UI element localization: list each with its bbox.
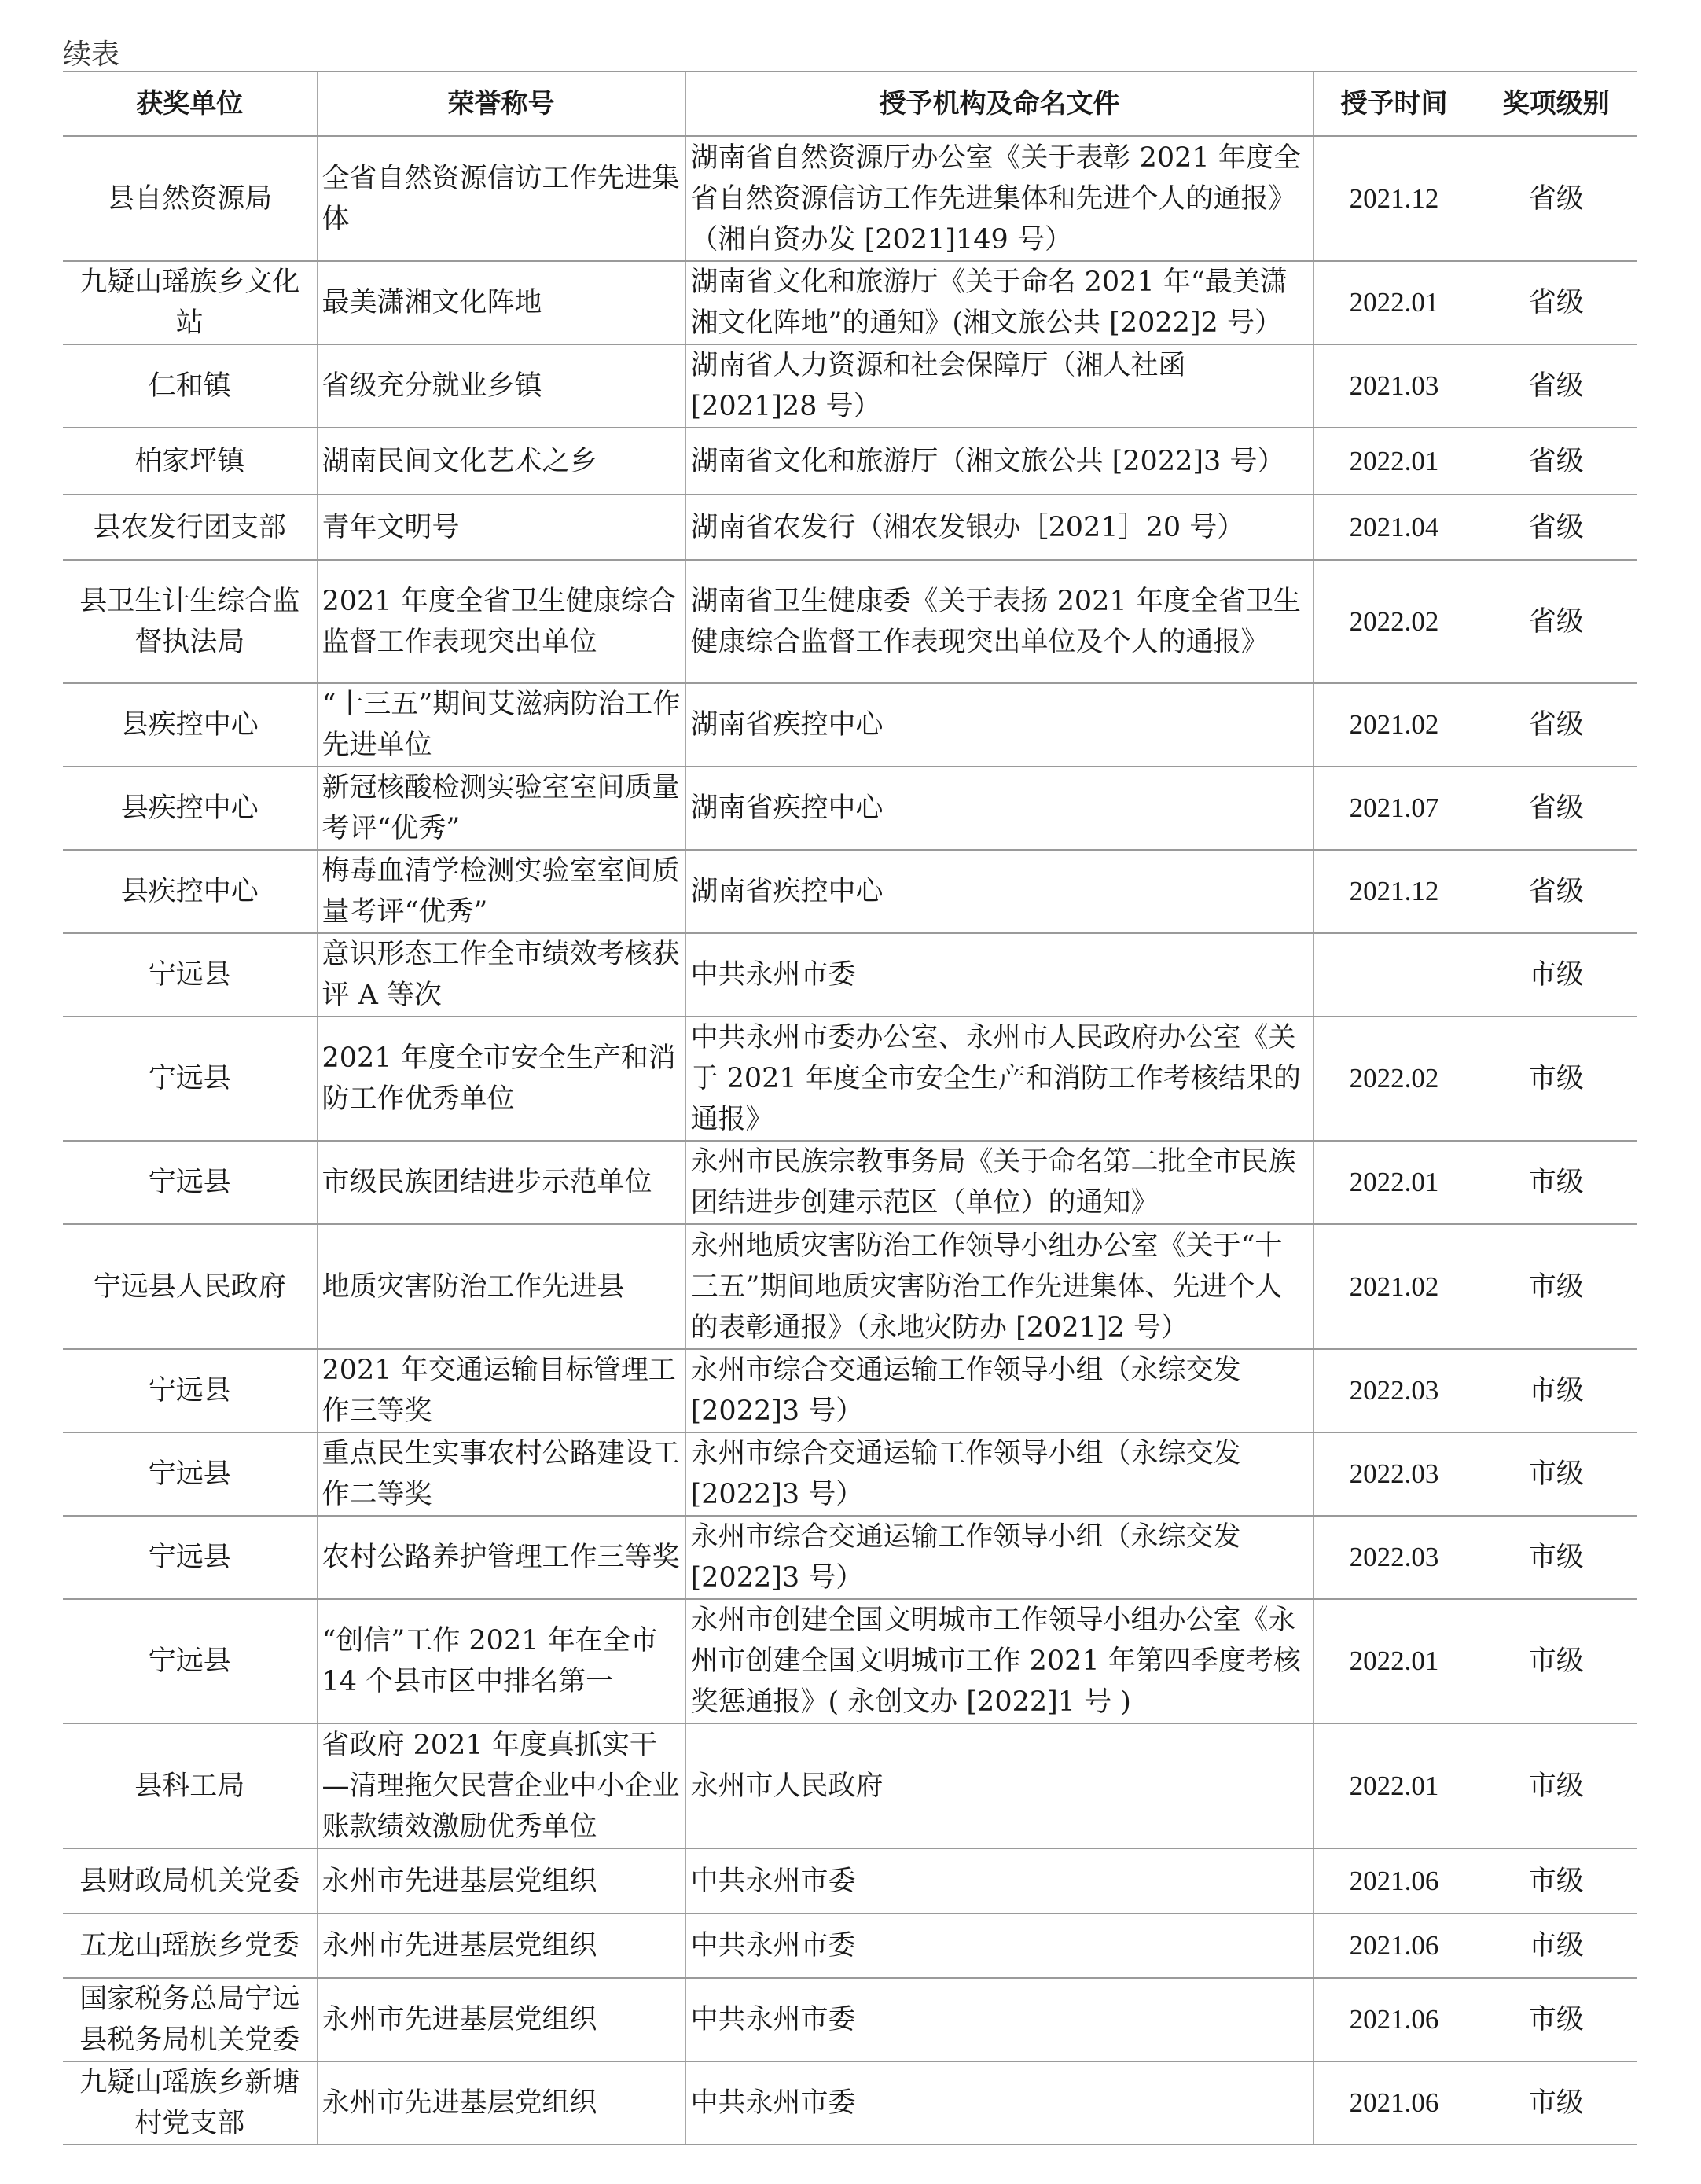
table-row [63, 683, 1637, 767]
award-level-cell: 市级 [1475, 933, 1637, 1017]
granting-org-cell: 湖南省疾控中心 [685, 767, 1313, 850]
award-unit-cell: 宁远县 [63, 1432, 317, 1516]
award-unit-cell: 宁远县人民政府 [63, 1224, 317, 1349]
honor-title-cell: 永州市先进基层党组织 [317, 1978, 685, 2061]
honor-title-cell: 地质灾害防治工作先进县 [317, 1224, 685, 1349]
honor-title-cell: 市级民族团结进步示范单位 [317, 1141, 685, 1224]
award-unit-cell: 国家税务总局宁远县税务局机关党委 [63, 1978, 317, 2061]
award-level-cell: 市级 [1475, 1516, 1637, 1599]
award-unit-cell: 县科工局 [63, 1723, 317, 1848]
header-award-level: 奖项级别 [1475, 72, 1637, 136]
award-level-cell: 省级 [1475, 428, 1637, 495]
table-row [63, 495, 1637, 560]
header-honor-title: 荣誉称号 [317, 72, 685, 136]
grant-date-cell: 2022.01 [1313, 428, 1475, 495]
grant-date-cell [1313, 933, 1475, 1017]
award-unit-cell: 九疑山瑶族乡文化站 [63, 261, 317, 344]
award-level-cell: 省级 [1475, 136, 1637, 261]
honor-title-cell: 新冠核酸检测实验室室间质量考评“优秀” [317, 767, 685, 850]
award-level-cell: 市级 [1475, 1848, 1637, 1914]
granting-org-cell: 湖南省文化和旅游厅（湘文旅公共 [2022]3 号） [685, 428, 1313, 495]
table-row [63, 1349, 1637, 1432]
award-level-cell: 市级 [1475, 1349, 1637, 1432]
grant-date-cell: 2021.07 [1313, 767, 1475, 850]
granting-org-cell: 永州市人民政府 [685, 1723, 1313, 1848]
table-row [63, 1432, 1637, 1516]
honor-title-cell: 2021 年度全省卫生健康综合监督工作表现突出单位 [317, 560, 685, 683]
honor-title-cell: 农村公路养护管理工作三等奖 [317, 1516, 685, 1599]
awards-table [63, 71, 1637, 2145]
award-unit-cell: 宁远县 [63, 1516, 317, 1599]
award-unit-cell: 宁远县 [63, 1599, 317, 1723]
award-unit-cell: 柏家坪镇 [63, 428, 317, 495]
granting-org-cell: 永州市民族宗教事务局《关于命名第二批全市民族团结进步创建示范区（单位）的通知》 [685, 1141, 1313, 1224]
table-row [63, 850, 1637, 933]
table-row [63, 1978, 1637, 2061]
award-level-cell: 市级 [1475, 1599, 1637, 1723]
award-level-cell: 省级 [1475, 560, 1637, 683]
grant-date-cell: 2021.12 [1313, 850, 1475, 933]
award-unit-cell: 宁远县 [63, 1141, 317, 1224]
table-row [63, 136, 1637, 261]
table-row [63, 1848, 1637, 1914]
table-row [63, 261, 1637, 344]
table-row [63, 344, 1637, 428]
table-row [63, 560, 1637, 683]
grant-date-cell: 2022.01 [1313, 1599, 1475, 1723]
honor-title-cell: “创信”工作 2021 年在全市 14 个县市区中排名第一 [317, 1599, 685, 1723]
table-row [63, 1914, 1637, 1978]
table-row [63, 1141, 1637, 1224]
table-row [63, 1017, 1637, 1141]
award-unit-cell: 县自然资源局 [63, 136, 317, 261]
award-unit-cell: 县财政局机关党委 [63, 1848, 317, 1914]
honor-title-cell: 永州市先进基层党组织 [317, 2061, 685, 2145]
honor-title-cell: 全省自然资源信访工作先进集体 [317, 136, 685, 261]
award-unit-cell: 仁和镇 [63, 344, 317, 428]
award-level-cell: 市级 [1475, 1978, 1637, 2061]
award-unit-cell: 县农发行团支部 [63, 495, 317, 560]
table-row [63, 767, 1637, 850]
granting-org-cell: 湖南省人力资源和社会保障厅（湘人社函 [2021]28 号） [685, 344, 1313, 428]
honor-title-cell: 最美潇湘文化阵地 [317, 261, 685, 344]
award-level-cell: 市级 [1475, 1723, 1637, 1848]
grant-date-cell: 2022.03 [1313, 1516, 1475, 1599]
grant-date-cell: 2021.02 [1313, 683, 1475, 767]
grant-date-cell: 2022.02 [1313, 560, 1475, 683]
honor-title-cell: 2021 年交通运输目标管理工作三等奖 [317, 1349, 685, 1432]
award-level-cell: 省级 [1475, 344, 1637, 428]
award-level-cell: 省级 [1475, 495, 1637, 560]
table-row [63, 1723, 1637, 1848]
grant-date-cell: 2021.06 [1313, 1978, 1475, 2061]
granting-org-cell: 湖南省农发行（湘农发银办［2021］20 号） [685, 495, 1313, 560]
header-award-unit: 获奖单位 [63, 72, 317, 136]
award-unit-cell: 五龙山瑶族乡党委 [63, 1914, 317, 1978]
granting-org-cell: 湖南省疾控中心 [685, 683, 1313, 767]
granting-org-cell: 永州市综合交通运输工作领导小组（永综交发 [2022]3 号） [685, 1349, 1313, 1432]
grant-date-cell: 2022.01 [1313, 261, 1475, 344]
table-row [63, 1224, 1637, 1349]
honor-title-cell: 永州市先进基层党组织 [317, 1914, 685, 1978]
table-row [63, 428, 1637, 495]
award-level-cell: 省级 [1475, 683, 1637, 767]
award-unit-cell: 宁远县 [63, 1349, 317, 1432]
award-level-cell: 市级 [1475, 1141, 1637, 1224]
granting-org-cell: 永州市创建全国文明城市工作领导小组办公室《永州市创建全国文明城市工作 2021 年第四季度考核奖惩通报》( 永创文办 [2022]1 号 ) [685, 1599, 1313, 1723]
table-header-row [63, 72, 1637, 136]
granting-org-cell: 中共永州市委办公室、永州市人民政府办公室《关于 2021 年度全市安全生产和消防工作考核结果的通报》 [685, 1017, 1313, 1141]
honor-title-cell: 重点民生实事农村公路建设工作二等奖 [317, 1432, 685, 1516]
grant-date-cell: 2021.04 [1313, 495, 1475, 560]
honor-title-cell: 梅毒血清学检测实验室室间质量考评“优秀” [317, 850, 685, 933]
grant-date-cell: 2022.01 [1313, 1723, 1475, 1848]
table-caption: 续表 [63, 39, 120, 71]
table-body [63, 136, 1637, 2145]
award-unit-cell: 县疾控中心 [63, 850, 317, 933]
grant-date-cell: 2021.03 [1313, 344, 1475, 428]
honor-title-cell: 永州市先进基层党组织 [317, 1848, 685, 1914]
grant-date-cell: 2022.01 [1313, 1141, 1475, 1224]
award-unit-cell: 县疾控中心 [63, 767, 317, 850]
granting-org-cell: 湖南省自然资源厅办公室《关于表彰 2021 年度全省自然资源信访工作先进集体和先进个人的通报》（湘自资办发 [2021]149 号） [685, 136, 1313, 261]
granting-org-cell: 湖南省文化和旅游厅《关于命名 2021 年“最美潇湘文化阵地”的通知》(湘文旅公共 [2022]2 号） [685, 261, 1313, 344]
award-level-cell: 市级 [1475, 2061, 1637, 2145]
award-unit-cell: 县疾控中心 [63, 683, 317, 767]
granting-org-cell: 永州地质灾害防治工作领导小组办公室《关于“十三五”期间地质灾害防治工作先进集体、先进个人的表彰通报》（永地灾防办 [2021]2 号） [685, 1224, 1313, 1349]
grant-date-cell: 2021.06 [1313, 1914, 1475, 1978]
header-grant-date: 授予时间 [1313, 72, 1475, 136]
granting-org-cell: 湖南省卫生健康委《关于表扬 2021 年度全省卫生健康综合监督工作表现突出单位及个人的通报》 [685, 560, 1313, 683]
granting-org-cell: 中共永州市委 [685, 1848, 1313, 1914]
award-level-cell: 省级 [1475, 850, 1637, 933]
table-row [63, 1516, 1637, 1599]
header-granting-org: 授予机构及命名文件 [685, 72, 1313, 136]
table-row [63, 933, 1637, 1017]
granting-org-cell: 中共永州市委 [685, 1978, 1313, 2061]
grant-date-cell: 2021.06 [1313, 1848, 1475, 1914]
honor-title-cell: 2021 年度全市安全生产和消防工作优秀单位 [317, 1017, 685, 1141]
award-level-cell: 市级 [1475, 1017, 1637, 1141]
award-unit-cell: 县卫生计生综合监督执法局 [63, 560, 317, 683]
table-row [63, 2061, 1637, 2145]
grant-date-cell: 2022.02 [1313, 1017, 1475, 1141]
honor-title-cell: 意识形态工作全市绩效考核获评 A 等次 [317, 933, 685, 1017]
grant-date-cell: 2021.02 [1313, 1224, 1475, 1349]
granting-org-cell: 中共永州市委 [685, 1914, 1313, 1978]
grant-date-cell: 2022.03 [1313, 1432, 1475, 1516]
table-row [63, 1599, 1637, 1723]
honor-title-cell: “十三五”期间艾滋病防治工作先进单位 [317, 683, 685, 767]
granting-org-cell: 永州市综合交通运输工作领导小组（永综交发 [2022]3 号） [685, 1432, 1313, 1516]
honor-title-cell: 省政府 2021 年度真抓实干—清理拖欠民营企业中小企业账款绩效激励优秀单位 [317, 1723, 685, 1848]
award-level-cell: 省级 [1475, 261, 1637, 344]
award-unit-cell: 宁远县 [63, 933, 317, 1017]
award-level-cell: 市级 [1475, 1224, 1637, 1349]
grant-date-cell: 2022.03 [1313, 1349, 1475, 1432]
granting-org-cell: 中共永州市委 [685, 2061, 1313, 2145]
award-unit-cell: 宁远县 [63, 1017, 317, 1141]
granting-org-cell: 永州市综合交通运输工作领导小组（永综交发 [2022]3 号） [685, 1516, 1313, 1599]
honor-title-cell: 青年文明号 [317, 495, 685, 560]
award-unit-cell: 九疑山瑶族乡新塘村党支部 [63, 2061, 317, 2145]
award-level-cell: 省级 [1475, 767, 1637, 850]
honor-title-cell: 湖南民间文化艺术之乡 [317, 428, 685, 495]
award-level-cell: 市级 [1475, 1914, 1637, 1978]
granting-org-cell: 中共永州市委 [685, 933, 1313, 1017]
grant-date-cell: 2021.12 [1313, 136, 1475, 261]
grant-date-cell: 2021.06 [1313, 2061, 1475, 2145]
award-level-cell: 市级 [1475, 1432, 1637, 1516]
honor-title-cell: 省级充分就业乡镇 [317, 344, 685, 428]
granting-org-cell: 湖南省疾控中心 [685, 850, 1313, 933]
